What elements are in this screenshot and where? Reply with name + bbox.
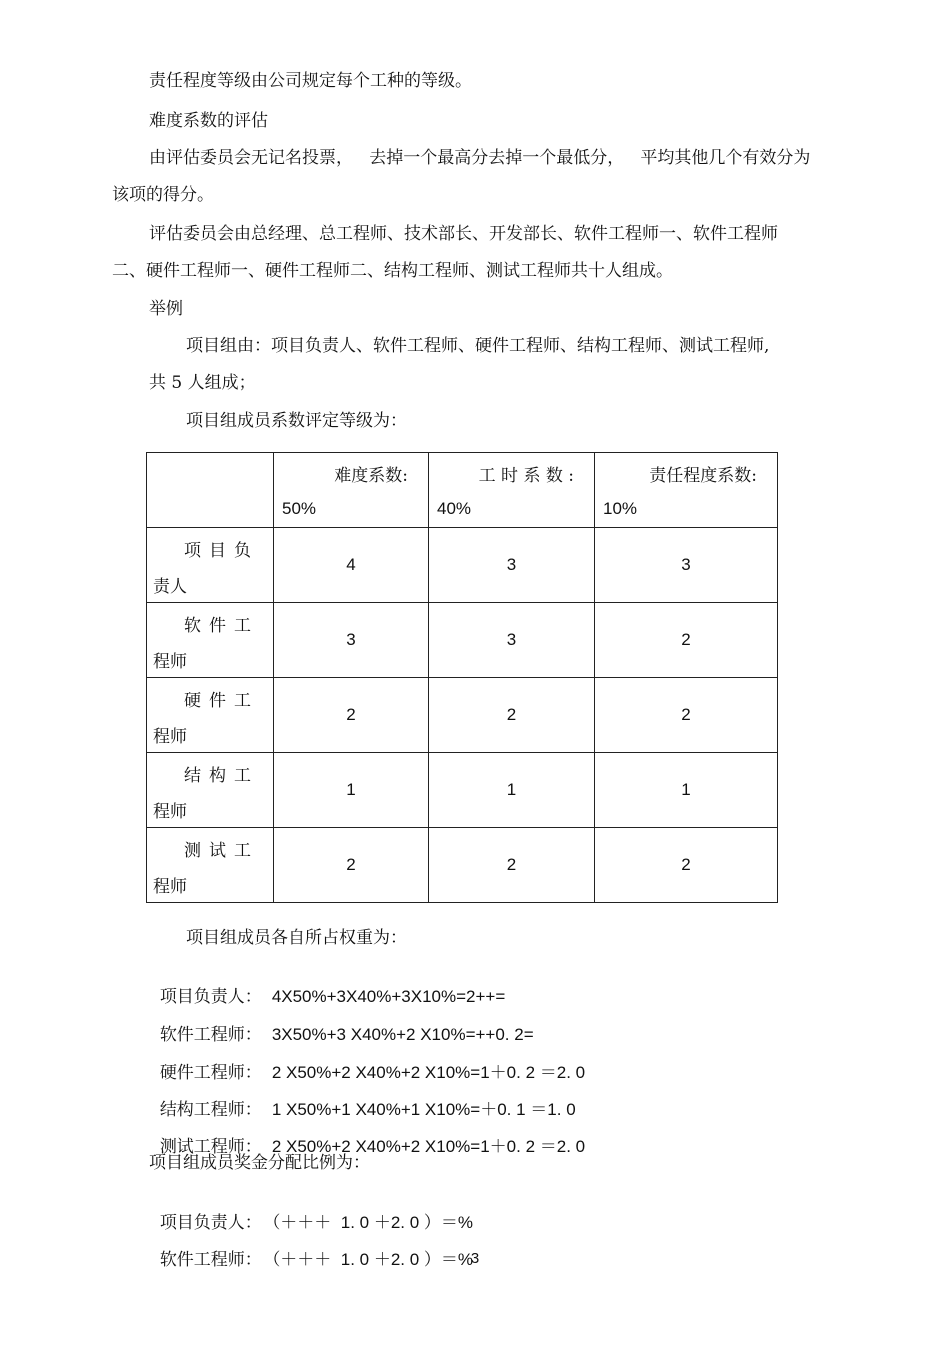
table-value-cell: 2 [595,678,778,753]
heading-example: 举例 [149,299,183,319]
weight-formula: 4X50%+3X40%+3X10%=2++= [271,987,506,1006]
table-value-cell: 2 [274,828,429,903]
table-value-cell: 1 [274,753,429,828]
table-header-difficulty: 难度系数: 50% [274,453,429,528]
weight-formula: 1 X50%+1 X40%+1 X10%=＋0. 1 ＝1. 0 [271,1100,576,1119]
bonus-title: 项目组成员奖金分配比例为： [149,1153,370,1173]
paragraph-team-a: 项目组由：项目负责人、软件工程师、硬件工程师、结构工程师、测试工程师, [186,336,770,356]
table-value-cell: 1 [429,753,595,828]
paragraph-grade-intro: 项目组成员系数评定等级为： [186,411,407,431]
paragraph-team-b: 共 5 人组成； [149,373,256,393]
paragraph-evaluation-b: 该项的得分。 [112,185,214,205]
table-value-cell: 2 [429,678,595,753]
paragraph-committee-a: 评估委员会由总经理、总工程师、技术部长、开发部长、软件工程师一、软件工程师 [149,224,778,244]
table-value-cell: 2 [595,828,778,903]
table-role-cell: 结构工 程师 [147,753,274,828]
bonus-label: 软件工程师： [159,1250,262,1270]
table-header-row [147,453,778,528]
table-row [147,603,778,678]
table-row [147,753,778,828]
weight-label: 软件工程师： [159,1025,262,1045]
bonus-formula: （＋＋＋ 1. 0 ＋2. 0 ）＝% [271,1213,474,1232]
table-role-cell: 硬件工 程师 [147,678,274,753]
paragraph-evaluation-a: 由评估委员会无记名投票， 去掉一个最高分去掉一个最低分， 平均其他几个有效分为 [149,148,811,168]
coefficient-table [146,452,778,903]
table-value-cell: 2 [274,678,429,753]
table-value-cell: 2 [429,828,595,903]
paragraph-committee-b: 二、硬件工程师一、硬件工程师二、结构工程师、测试工程师共十人组成。 [112,261,673,281]
bonus-formula: （＋＋＋ 1. 0 ＋2. 0 ）＝% [271,1250,474,1269]
table-row [147,828,778,903]
paragraph-responsibility: 责任程度等级由公司规定每个工种的等级。 [149,71,472,91]
weight-label: 测试工程师： [159,1137,262,1157]
page-number: 3 [470,1250,480,1267]
heading-difficulty: 难度系数的评估 [149,111,268,131]
table-row [147,528,778,603]
table-row [147,678,778,753]
table-value-cell: 1 [595,753,778,828]
weight-label: 硬件工程师： [159,1063,262,1083]
table-value-cell: 2 [595,603,778,678]
table-header-responsibility: 责任程度系数: 10% [595,453,778,528]
table-role-cell: 项目负 责人 [147,528,274,603]
table-value-cell: 3 [595,528,778,603]
table-value-cell: 3 [274,603,429,678]
weight-formula: 2 X50%+2 X40%+2 X10%=1＋0. 2 ＝2. 0 [271,1063,586,1082]
weights-title: 项目组成员各自所占权重为： [186,928,407,948]
table-value-cell: 3 [429,528,595,603]
table-value-cell: 3 [429,603,595,678]
table-header-empty [147,453,274,528]
weight-label: 项目负责人： [159,987,262,1007]
weight-formula: 2 X50%+2 X40%+2 X10%=1＋0. 2 ＝2. 0 [271,1137,586,1156]
bonus-label: 项目负责人： [159,1213,262,1233]
table-header-hours: 工 时 系 数 : 40% [429,453,595,528]
table-role-cell: 测试工 程师 [147,828,274,903]
weight-label: 结构工程师： [159,1100,262,1120]
weight-formula: 3X50%+3 X40%+2 X10%=++0. 2= [271,1025,534,1044]
table-role-cell: 软件工 程师 [147,603,274,678]
table-value-cell: 4 [274,528,429,603]
